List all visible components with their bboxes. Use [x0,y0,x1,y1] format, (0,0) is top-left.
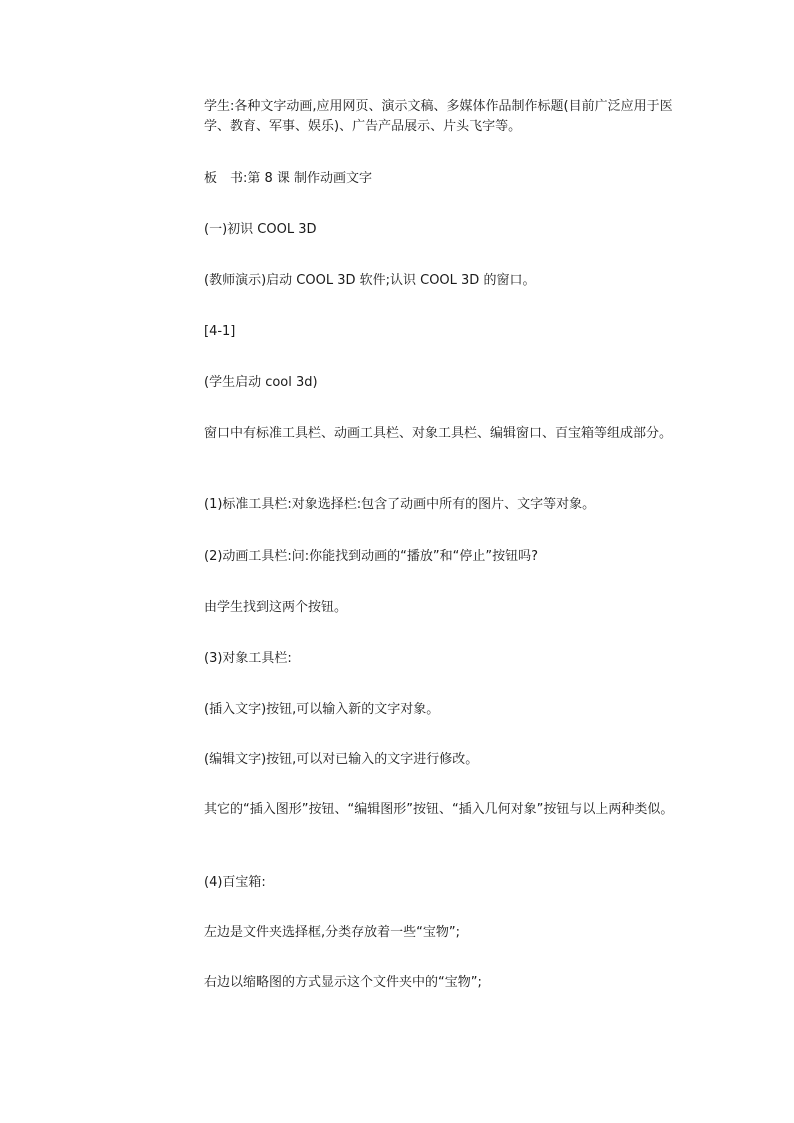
paragraph-teacher-demo: (教师演示)启动 COOL 3D 软件;认识 COOL 3D 的窗口。 [204,273,536,288]
paragraph-board-title: 板 书:第 8 课 制作动画文字 [204,171,373,186]
paragraph-treasure-box: (4)百宝箱: [204,875,266,890]
paragraph-window-parts: 窗口中有标准工具栏、动画工具栏、对象工具栏、编辑窗口、百宝箱等组成部分。 [204,426,673,441]
paragraph-right-thumbnails: 右边以缩略图的方式显示这个文件夹中的“宝物”; [204,975,482,990]
paragraph-object-toolbar: (3)对象工具栏: [204,651,292,666]
paragraph-left-folder: 左边是文件夹选择框,分类存放着一些“宝物”; [204,925,460,940]
paragraph-insert-text: (插入文字)按钮,可以输入新的文字对象。 [204,702,440,717]
paragraph-students-intro: 学生:各种文字动画,应用网页、演示文稿、多媒体作品制作标题(目前广泛应用于医学、教育、军事、娱乐)、广告产品展示、片头飞字等。 [204,99,673,134]
paragraph-section-one: (一)初识 COOL 3D [204,222,317,237]
paragraph-animation-toolbar: (2)动画工具栏:问:你能找到动画的“播放”和“停止”按钮吗? [204,549,539,564]
paragraph-edit-text: (编辑文字)按钮,可以对已输入的文字进行修改。 [204,752,479,767]
paragraph-standard-toolbar: (1)标准工具栏:对象选择栏:包含了动画中所有的图片、文字等对象。 [204,497,596,512]
paragraph-find-buttons: 由学生找到这两个按钮。 [204,600,348,615]
paragraph-student-launch: (学生启动 cool 3d) [204,375,318,390]
paragraph-other-buttons: 其它的“插入图形”按钮、“编辑图形”按钮、“插入几何对象”按钮与以上两种类似。 [204,802,674,817]
paragraph-figure-ref: [4-1] [204,324,236,339]
